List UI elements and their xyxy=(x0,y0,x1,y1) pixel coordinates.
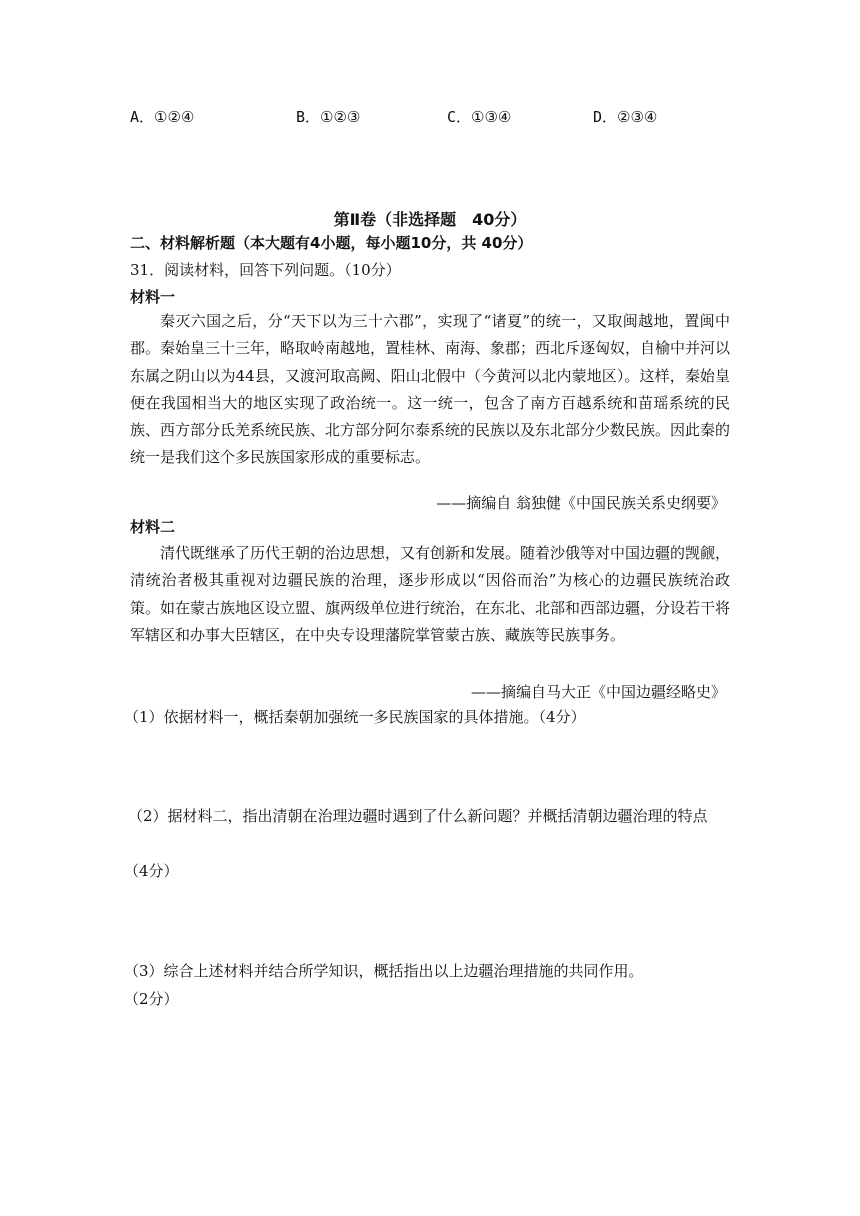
material-two-label: 材料二 xyxy=(130,518,176,536)
material-two-text: 清代既继承了历代王朝的治边思想，又有创新和发展。随着沙俄等对中国边疆的觊觎，清统治者极其重视对边疆民族的治理，逐步形成以“因俗而治”为核心的边疆民族统治政策。如在蒙古族地区设立盟、旗两级单位进行统治，在东北、北部和西部边疆，分设若干将军辖区和办事大臣辖区，在中央专设理藩院掌管蒙古族、藏族等民族事务。 xyxy=(130,544,731,644)
sub-question-3: （3）综合上述材料并结合所学知识，概括指出以上边疆治理措施的共同作用。 xyxy=(124,962,644,980)
sub-question-1: （1）依据材料一，概括秦朝加强统一多民族国家的具体措施。（4分） xyxy=(124,708,586,726)
question-intro: 31．阅读材料，回答下列问题。（10分） xyxy=(130,261,401,279)
option-d xyxy=(593,106,657,127)
answer-options xyxy=(130,106,750,130)
sub-question-2 xyxy=(128,802,770,830)
option-c-letter: C． xyxy=(447,108,472,126)
sub-question-3-score: （2分） xyxy=(124,990,179,1008)
material-one-source: ——摘编自 翁独健《中国民族关系史纲要》 xyxy=(436,494,726,512)
option-b-text: ①②③ xyxy=(320,108,361,126)
material-two-source: ——摘编自马大正《中国边疆经略史》 xyxy=(470,683,726,701)
material-one-text: 秦灭六国之后，分“天下以为三十六郡”，实现了“诸夏”的统一，又取闽越地，置闽中郡。秦始皇三十三年，略取岭南越地，置桂林、南海、象郡；西北斥逐匈奴，自榆中并河以东属之阴山以为44县，又渡河取高阙、阳山北假中（今黄河以北内蒙地区）。这样，秦始皇便在我国相当大的地区实现了政治统一。这一统一，包含了南方百越系统和苗瑶系统的民族、西方部分氐羌系统民族、北方部分阿尔泰系统的民族以及东北部分少数民族。因此秦的统一是我们这个多民族国家形成的重要标志。 xyxy=(130,312,731,467)
option-d-letter: D． xyxy=(593,108,618,126)
section-heading: 二、材料解析题（本大题有4小题，每小题10分，共 40分） xyxy=(130,234,533,252)
option-c-text: ①③④ xyxy=(471,108,512,126)
option-b xyxy=(296,106,360,127)
option-c xyxy=(447,106,511,127)
option-a-letter: A． xyxy=(130,108,155,126)
option-b-letter: B． xyxy=(296,108,321,126)
option-a-text: ①②④ xyxy=(154,108,195,126)
sub-question-2-score: （4分） xyxy=(124,862,179,880)
sub-question-2-text: （2）据材料二，指出清朝在治理边疆时遇到了什么新问题？并概括清朝边疆治理的特点 xyxy=(128,807,708,825)
section-title: 第Ⅱ卷（非选择题 40分） xyxy=(333,210,527,229)
option-d-text: ②③④ xyxy=(617,108,658,126)
option-a xyxy=(130,106,194,127)
material-one-label: 材料一 xyxy=(130,288,176,306)
